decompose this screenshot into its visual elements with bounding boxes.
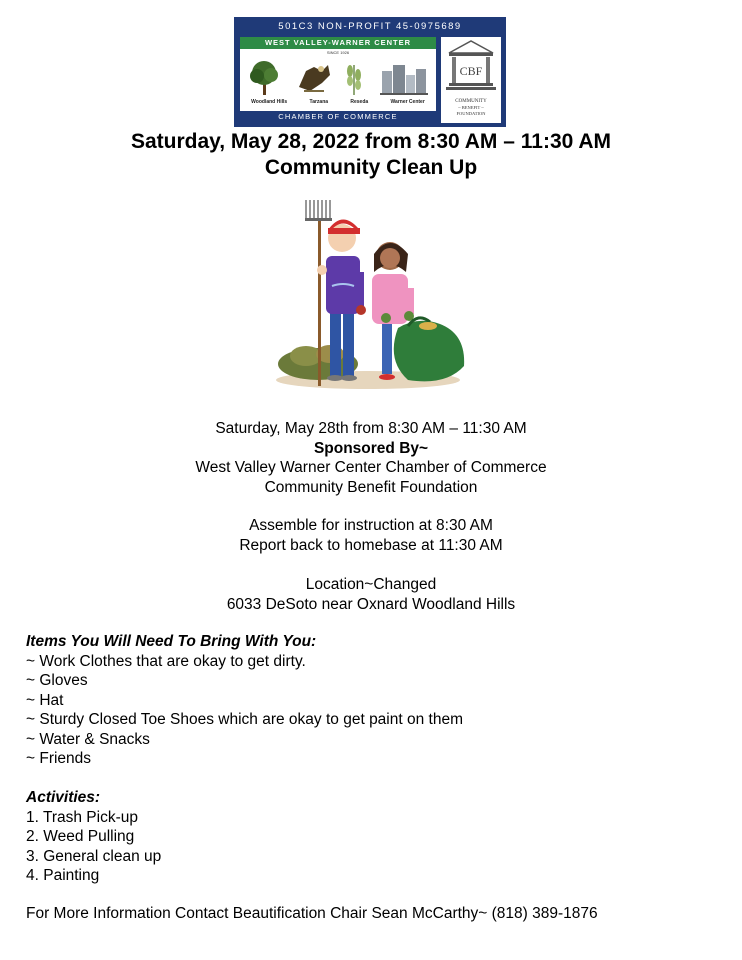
chamber-banner-logo	[234, 17, 506, 127]
sponsor-foundation: Community Benefit Foundation	[264, 478, 478, 496]
activities-title: Activities:	[26, 789, 101, 806]
plant-icon	[347, 65, 361, 95]
community-labels	[240, 99, 436, 105]
event-title-heading: Community Clean Up	[264, 156, 478, 179]
sponsor-chamber: West Valley Warner Center Chamber of Commerce	[195, 459, 547, 476]
list-item: ~ Water & Snacks	[26, 730, 150, 748]
label-woodland-hills: Woodland Hills	[251, 99, 288, 105]
report-back-line: Report back to homebase at 11:30 AM	[239, 536, 503, 554]
buildings-icon	[380, 65, 428, 95]
list-item: ~ Friends	[26, 750, 92, 767]
sponsored-by-label: Sponsored By~	[313, 439, 429, 457]
cbf-letters: CBF	[459, 64, 483, 78]
location-label: Location~Changed	[305, 576, 437, 593]
assemble-line: Assemble for instruction at 8:30 AM	[249, 517, 493, 534]
location-details	[0, 575, 742, 614]
eagle-icon	[299, 65, 330, 91]
list-item: ~ Work Clothes that are okay to get dirty.	[26, 652, 306, 670]
cbf-community-text: COMMUNITY	[455, 99, 487, 104]
list-item: 2. Weed Pulling	[26, 828, 135, 845]
community-icons	[244, 57, 432, 97]
event-details	[0, 419, 742, 497]
cbf-building-icon	[441, 37, 501, 97]
list-item: ~ Sturdy Closed Toe Shoes which are okay to get paint on them	[26, 711, 463, 728]
location-address: 6033 DeSoto near Oxnard Woodland Hills	[226, 595, 516, 613]
cbf-benefit-text: ~ BENEFIT ~	[458, 105, 484, 110]
list-item: 4. Painting	[26, 867, 100, 884]
chamber-name-strip: WEST VALLEY-WARNER CENTER	[240, 37, 436, 49]
items-to-bring-section	[26, 632, 463, 769]
volunteers-illustration	[268, 196, 468, 394]
event-date-heading: Saturday, May 28, 2022 from 8:30 AM – 11:30 AM	[130, 130, 612, 153]
tree-icon	[250, 61, 278, 95]
garbage-bag-icon	[394, 318, 464, 382]
nonprofit-id-text: 501C3 NON-PROFIT 45-0975689	[278, 21, 462, 32]
chamber-of-commerce-strip: CHAMBER OF COMMERCE	[240, 111, 436, 123]
list-item: ~ Gloves	[26, 672, 88, 689]
schedule-details	[0, 516, 742, 555]
since-text: SINCE 1926	[326, 50, 350, 55]
list-item: 3. General clean up	[26, 847, 162, 865]
contact-info: For More Information Contact Beautification Chair Sean McCarthy~ (818) 389-1876	[26, 905, 598, 922]
label-warner-center: Warner Center	[390, 99, 425, 105]
label-tarzana: Tarzana	[309, 99, 329, 105]
items-title: Items You Will Need To Bring With You:	[26, 633, 317, 650]
community-icons-panel	[240, 49, 436, 111]
activities-section	[26, 788, 161, 886]
list-item: 1. Trash Pick-up	[26, 808, 138, 826]
event-date-line: Saturday, May 28th from 8:30 AM – 11:30 AM	[215, 420, 527, 437]
label-reseda: Reseda	[350, 99, 369, 105]
cbf-foundation-text: FOUNDATION	[456, 111, 486, 116]
cbf-logo	[441, 37, 501, 123]
list-item: ~ Hat	[26, 691, 64, 709]
